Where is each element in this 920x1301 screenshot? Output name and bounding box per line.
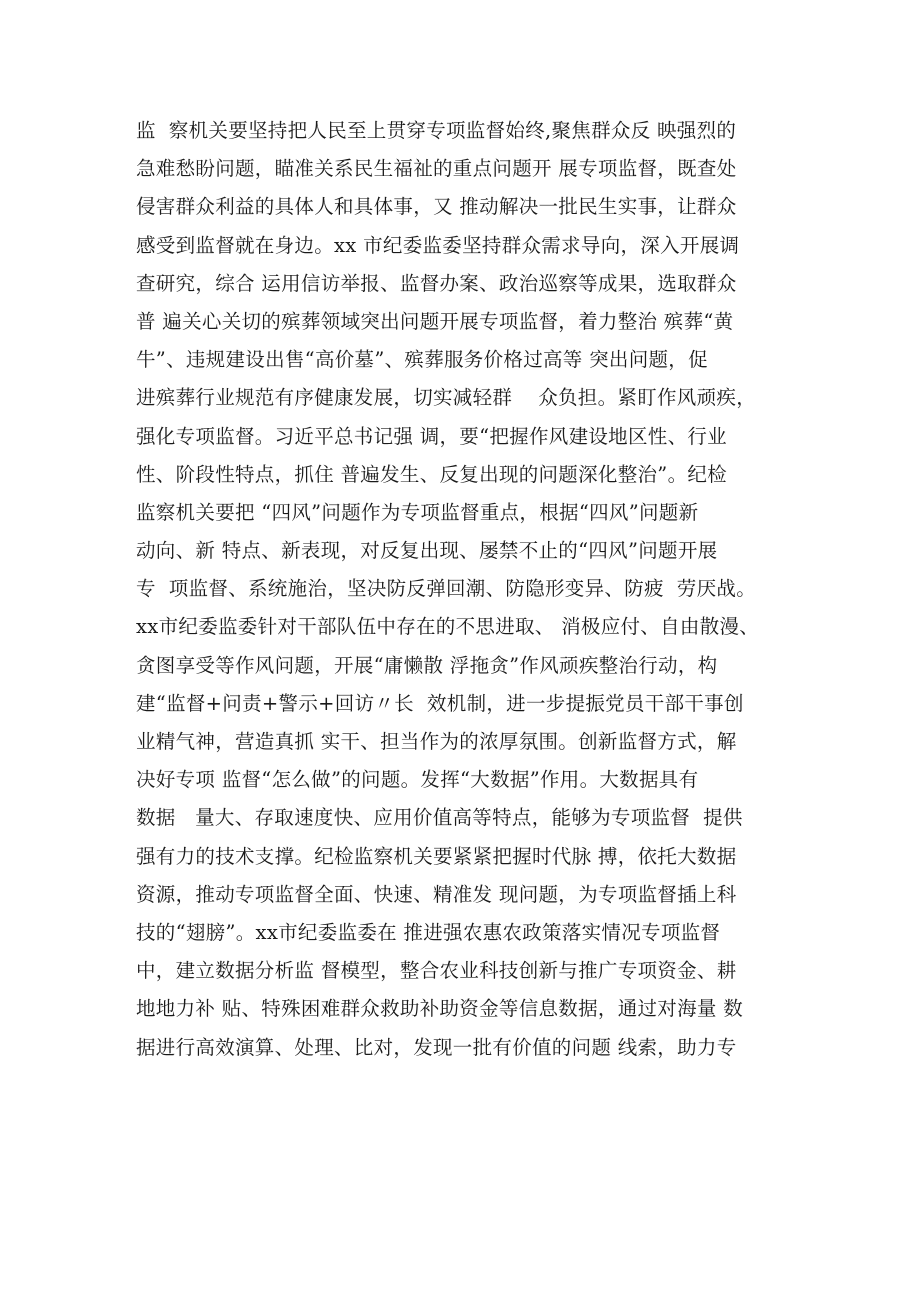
text-line: 感受到监督就在身边。xx 市纪委监委坚持群众需求导向，深入开展调: [136, 233, 740, 257]
text-line: 强有力的技术支撑。纪检监察机关要紧紧把握时代脉 搏，依托大数据: [136, 844, 737, 868]
text-line: 据进行高效演算、处理、比对，发现一批有价值的问题 线索，助力专: [136, 1035, 737, 1059]
text-line: 监察机关要把 “四风”问题作为专项监督重点，根据“四风”问题新: [136, 500, 699, 524]
text-line: 地地力补 贴、特殊困难群众救助补助资金等信息数据，通过对海量 数: [136, 997, 743, 1021]
text-line: 建“监督+问责+警示+回访〃长 效机制，进一步提振党员干部干事创: [136, 691, 744, 715]
text-line: 中，建立数据分析监 督模型，整合农业科技创新与推广专项资金、耕: [136, 959, 737, 983]
text-line: 业精气神，营造真抓 实干、担当作为的浓厚氛围。创新监督方式，解: [136, 730, 737, 753]
text-line: 动向、新 特点、新表现，对反复出现、屡禁不止的“四风”问题开展: [136, 539, 718, 563]
text-line: 普 遍关心关切的殡葬领域突出问题开展专项监督，着力整治 殡葬“黄: [136, 309, 734, 333]
text-line: 强化专项监督。习近平总书记强 调，要“把握作风建设地区性、行业: [136, 424, 727, 448]
text-line: 决好专项 监督“怎么做”的问题。发挥“大数据”作用。大数据具有: [136, 768, 699, 792]
text-line: 监 察机关要坚持把人民至上贯穿专项监督始终,聚焦群众反 映强烈的: [136, 119, 737, 142]
text-line: 专 项监督、系统施治，坚决防反弹回潮、防隐形变异、防疲 劳厌战。: [136, 577, 756, 601]
text-line: 侵害群众利益的具体人和具体事，又 推动解决一批民生实事，让群众: [136, 195, 737, 219]
text-line: 急难愁盼问题，瞄准关系民生福祉的重点问题开 展专项监督，既查处: [136, 157, 737, 181]
text-line: 数据 量大、存取速度快、应用价值高等特点，能够为专项监督 提供: [136, 806, 743, 830]
text-line: 查研究，综合 运用信访举报、监督办案、政治巡察等成果，选取群众: [136, 271, 737, 295]
body-paragraph: [136, 112, 796, 1067]
text-line: 进殡葬行业规范有序健康发展，切实减轻群 众负担。紧盯作风顽疾，: [136, 386, 756, 410]
text-line: 技的“翅膀”。xx市纪委监委在 推进强农惠农政策落实情况专项监督: [136, 920, 721, 944]
text-line: 牛”、违规建设出售“高价墓”、殡葬服务价格过高等 突出问题，促: [136, 348, 708, 372]
text-line: 性、阶段性特点，抓住 普遍发生、反复出现的问题深化整治”。纪检: [136, 462, 727, 486]
text-line: xx市纪委监委针对干部队伍中存在的不思进取、 消极应付、自由散漫、: [136, 615, 760, 639]
text-line: 资源，推动专项监督全面、快速、精准发 现问题，为专项监督插上科: [136, 882, 737, 906]
text-line: 贪图享受等作风问题，开展“庸懒散 浮拖贪”作风顽疾整治行动，构: [136, 653, 718, 677]
